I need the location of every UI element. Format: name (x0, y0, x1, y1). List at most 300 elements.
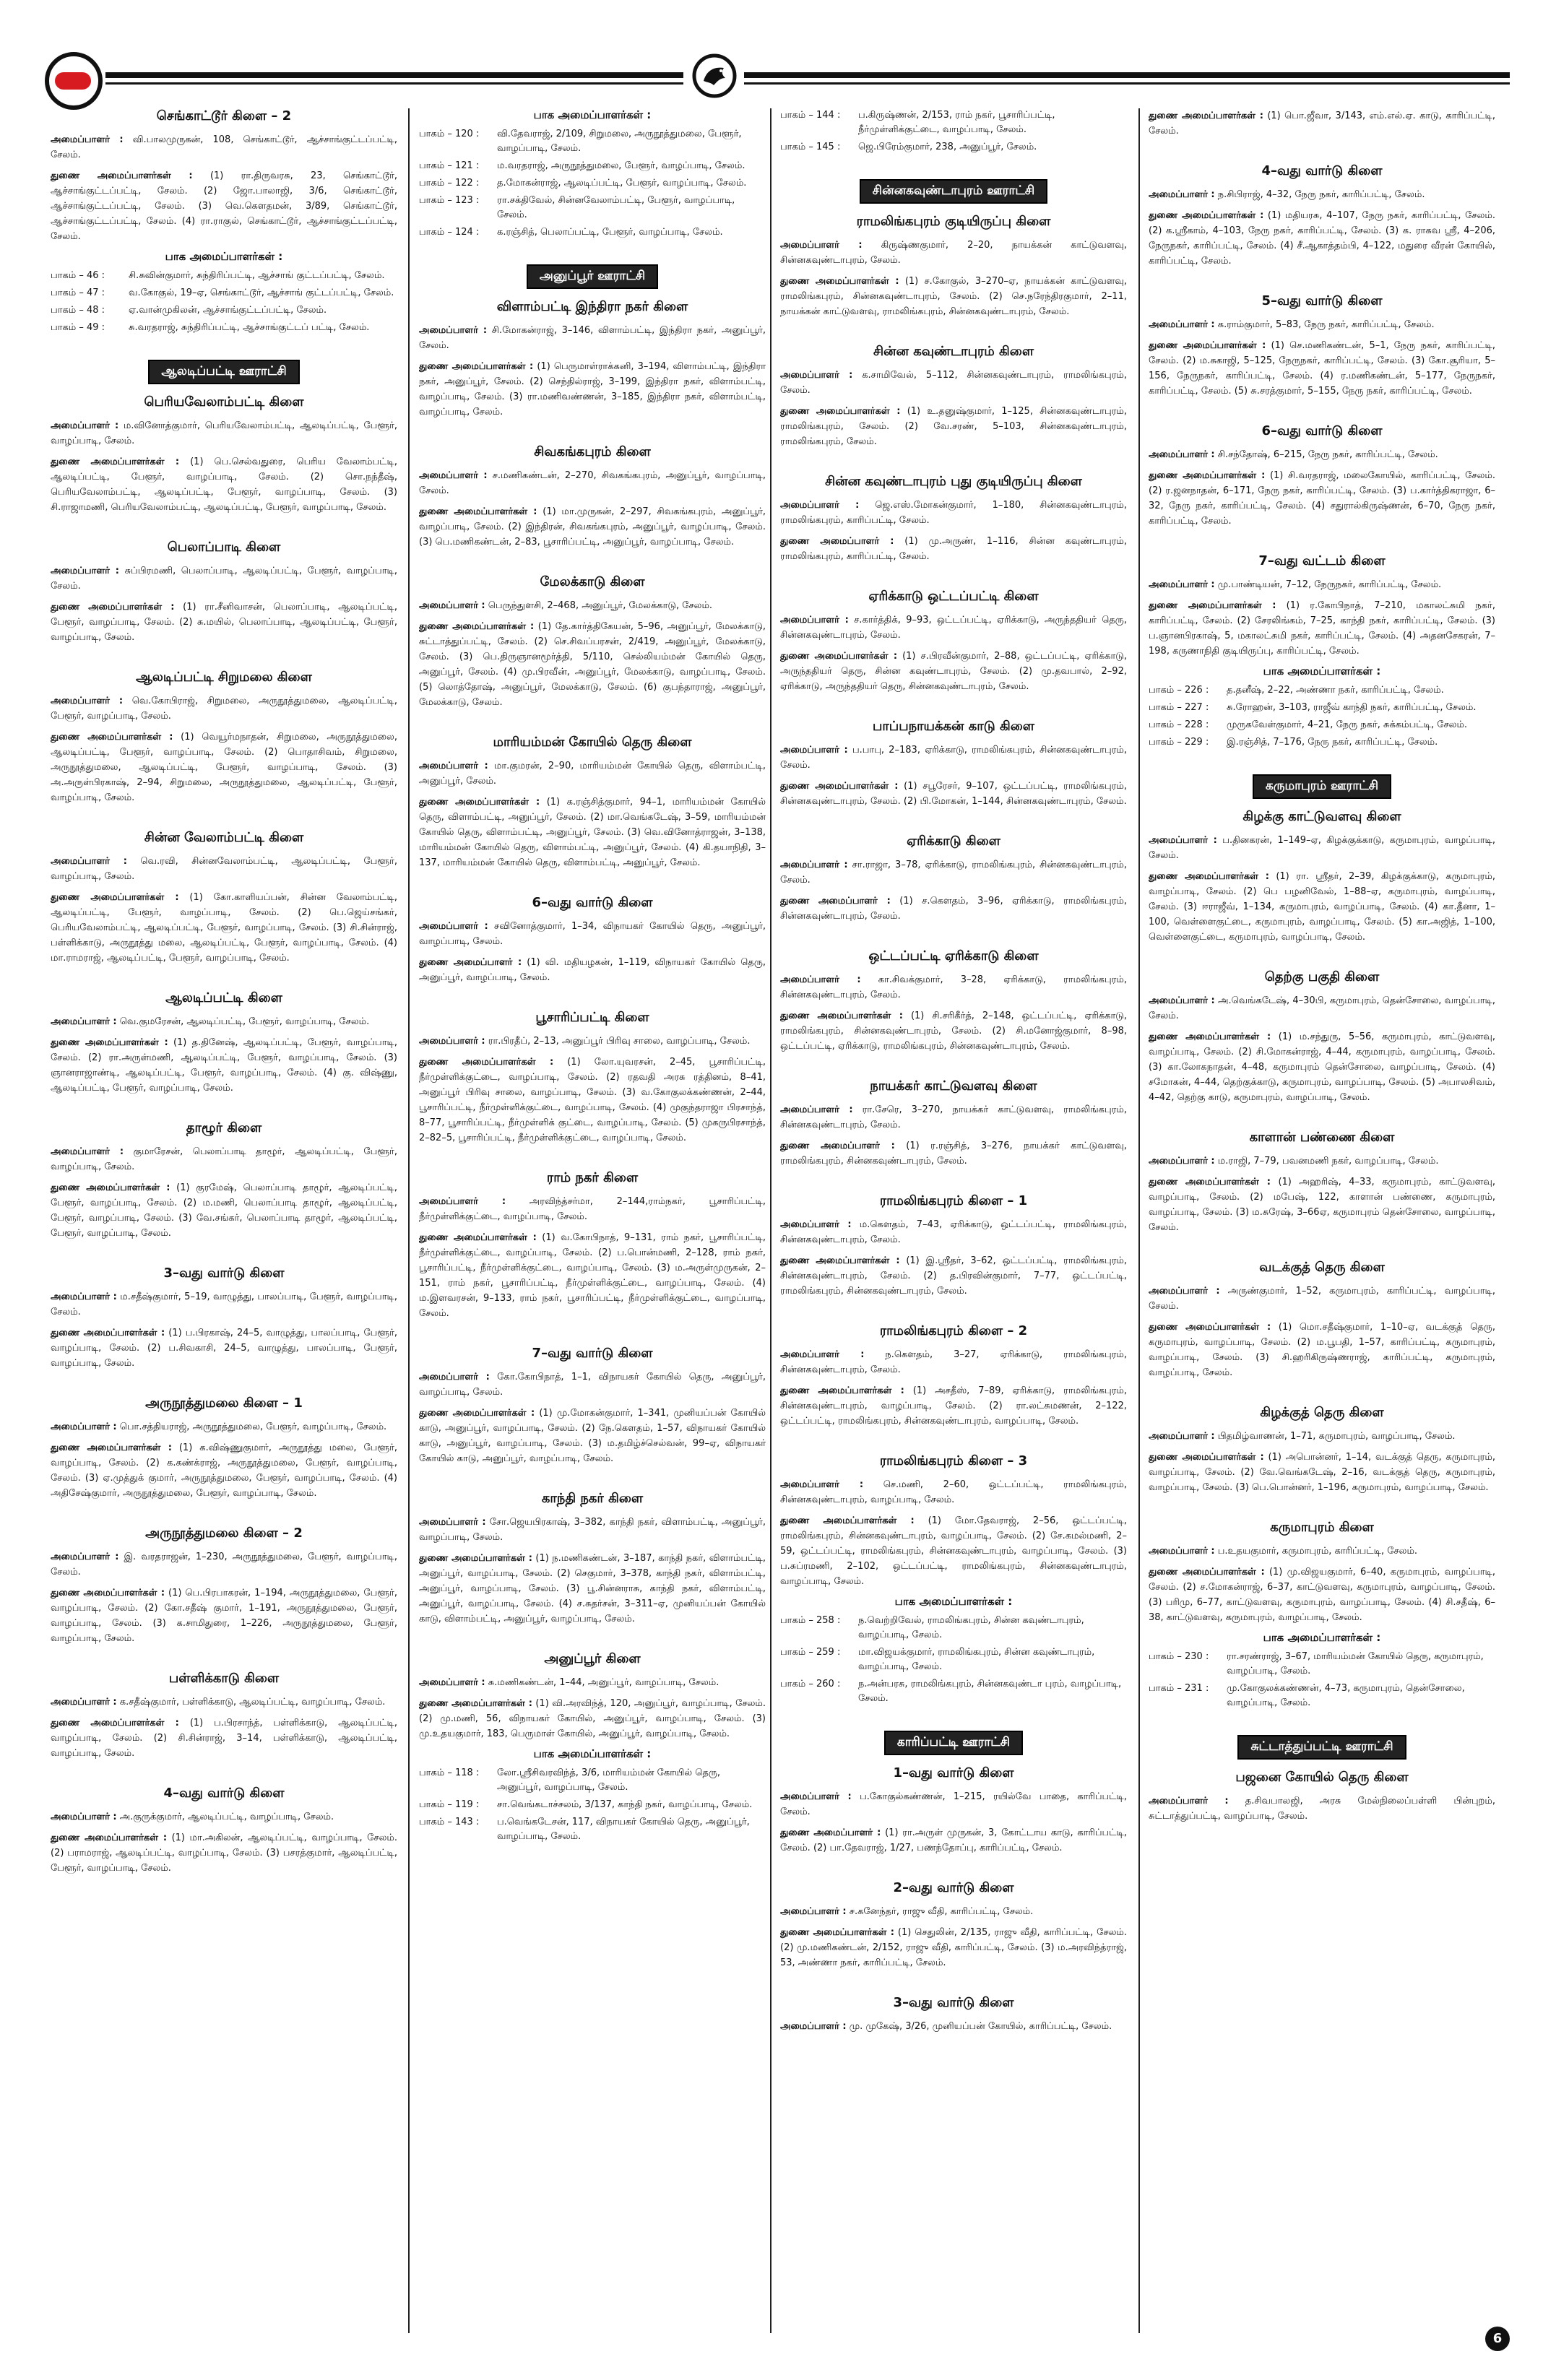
organiser-details: (1) கோ.காளியப்பன், சின்ன வேலாம்பட்டி, ஆலடிப்பட்டி, பேளூர், வாழப்பாடி, சேலம். (2) பெ.ஜெய்சங்கர், பெரியவேலாம்பட்டி, ஆலடிப்பட்டி, பேளூர், வாழப்பாடி, சேலம். (3) சி.சின்ராஜ், பள்ளிக்காடு, அருநூத்து மலை, ஆலடிப்பட்டி, பேளூர், வாழப்பாடி, சேலம். (4) மா.ராமராஜ், ஆலடிப்பட்டி, பேளூர், வாழப்பாடி, சேலம். (51, 892, 397, 964)
organiser-role: துணை அமைப்பாளர்கள் : (1149, 871, 1269, 882)
panchayat-banner-label: சின்னகவுண்டாபுரம் ஊராட்சி (860, 179, 1047, 204)
organiser-role: துணை அமைப்பாளர்கள் : (419, 621, 535, 632)
booth-agent: முருகவேள்குமார், 4–21, நேரு நகர், சுக்கம்பட்டி, சேலம். (1227, 719, 1468, 730)
booth-number: பாகம் – 124 : (419, 227, 480, 238)
organiser-role: அமைப்பாளர் : (419, 761, 488, 771)
organiser-role: துணை அமைப்பாளர்கள் : (51, 732, 173, 743)
organiser-entry (51, 1035, 397, 1096)
branch-section (419, 1491, 766, 1627)
organiser-entry (51, 1014, 397, 1029)
masthead-logo (45, 52, 103, 110)
organiser-role: துணை அமைப்பாளர்கள் : (780, 1255, 900, 1266)
organiser-details: (1) மொ.சதீஷ்குமார், 1–10–ஏ, வடக்குத் தெரு, கருமாபுரம், வாழப்பாடி, சேலம். (2) ம.பூபதி, 1–57, காரிப்பட்டி, கருமாபுரம், வாழப்பாடி, சேலம். (3) சி.ஹரிகிருஷ்ணராஜ், காரிப்பட்டி, கருமாபுரம், வாழப்பாடி, சேலம். (1149, 1322, 1495, 1378)
header-rule-left (105, 72, 683, 78)
organiser-role: துணை அமைப்பாளர்கள் : (1149, 111, 1263, 121)
panchayat-banner (51, 360, 397, 384)
organiser-role: துணை அமைப்பாளர்கள் : (419, 797, 540, 808)
branch-section (780, 344, 1127, 449)
organiser-details: வெ.ரவி, சின்னவேலாம்பட்டி, ஆலடிப்பட்டி, பேளூர், வாழப்பாடி, சேலம். (51, 856, 397, 882)
organiser-details: சா.ராஜா, 3–78, ஏரிக்காடு, ராமலிங்கபுரம், சின்னகவுண்டாபுரம், சேலம். (780, 860, 1127, 886)
organiser-details: அருண்குமார், 1–52, கருமாபுரம், காரிப்பட்டி, வாழப்பாடி, சேலம். (1149, 1286, 1495, 1312)
organiser-role: துணை அமைப்பாளர்கள் : (780, 406, 901, 417)
organiser-role: அமைப்பாளர் : (51, 696, 124, 706)
organiser-role: துணை அமைப்பாளர்கள் : (1149, 1567, 1265, 1578)
booth-number: பாகம் – 231 : (1149, 1683, 1209, 1694)
header-rule-left-thin (105, 82, 683, 85)
header-rule-right-thin (744, 82, 1510, 85)
booth-agent: சு.ரோஹன், 3–103, ராஜீவ் காந்தி நகர், காரிப்பட்டி, சேலம். (1227, 702, 1477, 713)
organiser-details: (1) சி.வரதராஜ், மலைகோயில், காரிப்பட்டி, சேலம். (2) ர.ஜனநாதன், 6–171, நேரு நகர், காரிப்பட்டி, சேலம். (3) ப.கார்த்திகராஜா, 6–32, நேரு நகர், காரிப்பட்டி, சேலம். (4) சதுரால்கிருஷ்ணன், 6–70, நேரு நகர், காரிப்பட்டி, சேலம். (1149, 470, 1495, 527)
organiser-entry (419, 323, 766, 353)
booth-row (51, 286, 397, 300)
organiser-entry (1149, 1320, 1495, 1380)
branch-section (419, 895, 766, 985)
organiser-role: துணை அமைப்பாளர்கள் : (51, 456, 180, 467)
organiser-entry (1149, 1544, 1495, 1559)
organiser-entry (780, 1925, 1127, 1970)
branch-section (780, 948, 1127, 1054)
organiser-role: துணை அமைப்பாளர்கள் : (51, 1182, 170, 1193)
branch-title: சின்ன கவுண்டாபுரம் புது குடியிருப்பு கிளை (825, 474, 1082, 489)
booth-row (780, 1677, 1127, 1706)
branch-section (780, 1995, 1127, 2034)
organiser-entry (1149, 447, 1495, 462)
branch-title: 4–வது வார்டு கிளை (1261, 163, 1383, 178)
branch-section (780, 1193, 1127, 1299)
organiser-entry (51, 854, 397, 884)
organiser-entry (1149, 1450, 1495, 1495)
branch-title: ஆலடிப்பட்டி கிளை (165, 990, 282, 1005)
booth-agent: த.தனீஷ், 2–22, அண்ணா நகர், காரிப்பட்டி, சேலம். (1227, 685, 1444, 696)
organiser-entry (51, 1549, 397, 1580)
organiser-entry (51, 1440, 397, 1501)
organiser-details: பொ.சத்தியராஜ், அருநூத்துமலை, பேளூர், வாழப்பாடி, சேலம். (119, 1421, 387, 1432)
organiser-role: அமைப்பாளர் : (1149, 1286, 1220, 1297)
organiser-role: அமைப்பாளர் : (419, 325, 488, 336)
organiser-entry (780, 498, 1127, 528)
branch-section (419, 299, 766, 420)
organiser-entry (780, 534, 1127, 564)
booth-agent: லோ.ஸ்ரீசிவரவிந்த், 3/6, மாரியம்மன் கோயில் தெரு, அனுப்பூர், வாழப்பாடி, சேலம். (497, 1767, 721, 1793)
organiser-entry (419, 1034, 766, 1049)
organiser-entry (51, 1809, 397, 1825)
branch-section (51, 1120, 397, 1241)
booth-agent: ப.கிருஷ்ணன், 2/153, ராம் நகர், பூசாரிப்பட்டி, நீர்முள்ளிக்குட்டை, வாழப்பாடி, சேலம். (858, 110, 1055, 135)
booth-agents-title: பாக அமைப்பாளர்கள் : (1263, 1631, 1381, 1644)
branch-title: ராமலிங்கபுரம் கிளை – 3 (879, 1453, 1028, 1468)
organiser-details: (1) அசதீஸ், 7–89, ஏரிக்காடு, ராமலிங்கபுரம், சின்னகவுண்டாபுரம், வாழப்பாடி, சேலம். (2) ரா.லட்சுமணன், 2–122, ஒட்டப்பட்டி, ராமலிங்கபுரம், சின்னகவுண்டாபுரம், வாழப்பாடி, சேலம். (780, 1385, 1127, 1427)
organiser-entry (780, 613, 1127, 643)
branch-title: 7–வது வார்டு கிளை (532, 1346, 653, 1361)
organiser-role: துணை அமைப்பாளர்கள் : (780, 1927, 894, 1938)
organiser-entry (51, 168, 397, 244)
organiser-entry (51, 890, 397, 966)
branch-title: 3–வது வார்டு கிளை (163, 1265, 285, 1281)
branch-section (51, 1526, 397, 1646)
booth-agent: மு.கோகுலக்கண்ணன், 4–73, கருமாபுரம், தென்சோலை, வாழப்பாடி, சேலம். (1227, 1683, 1465, 1708)
organiser-details: (1) பெ.செல்வதுரை, பெரிய வேலாம்பட்டி, ஆலடிப்பட்டி, பேளூர், வாழப்பாடி, சேலம். (2) சொ.நந்தீஷ், பெரியவேலாம்பட்டி, ஆலடிப்பட்டி, பேளூர், வாழப்பாடி, சேலம். (3) சி.ராஜாமணி, பெரியவேலாம்பட்டி, ஆலடிப்பட்டி, பேளூர், வாழப்பாடி, சேலம். (51, 456, 397, 513)
branch-section (51, 1671, 397, 1761)
organiser-details: செ.மணி, 2–60, ஒட்டப்பட்டி, ராமலிங்கபுரம், சின்னகவுண்டாபுரம், வாழப்பாடி, சேலம். (780, 1479, 1127, 1505)
organiser-entry (51, 132, 397, 163)
organiser-entry (51, 1180, 397, 1241)
column-2 (419, 108, 766, 2333)
organiser-entry (51, 1289, 397, 1320)
organiser-entry (419, 1675, 766, 1690)
organiser-role: அமைப்பாளர் : (51, 1697, 117, 1708)
branch-section (1149, 969, 1495, 1105)
booth-number: பாகம் – 227 : (1149, 702, 1209, 713)
organiser-role: துணை அமைப்பாளர்கள் : (51, 602, 175, 613)
organiser-role: துணை அமைப்பாளர்கள் : (419, 361, 534, 372)
organiser-details: (1) க.ரஞ்சித்குமார், 94–1, மாரியம்மன் கோயில் தெரு, விளாம்பட்டி, அனுப்பூர், சேலம். (2) மா.வெங்கடேஷ், 3–59, மாரியம்மன் கோயில் தெரு, விளாம்பட்டி, அனுப்பூர், சேலம். (3) வெ.வினோத்ராஜன், 3–138, மாரியம்மன் கோயில் தெரு, விளாம்பட்டி, அனுப்பூர், சேலம். (4) கி.தயாநிதி, 3–137, மாரியம்மன் கோயில் தெரு, விளாம்பட்டி, அனுப்பூர், சேலம். (419, 797, 766, 868)
branch-title: ராம் நகர் கிளை (546, 1170, 639, 1185)
organiser-details: ரா.சேரெ, 3–270, நாயக்கர் காட்டுவளவு, ராமலிங்கபுரம், சின்னகவுண்டாபுரம், சேலம். (780, 1104, 1127, 1130)
organiser-details: (1) ரா.சீனிவாசன், பெலாப்பாடி, ஆலடிப்பட்டி, பேளூர், வாழப்பாடி, சேலம். (2) சு.மயில், பெலாப்பாடி, ஆலடிப்பட்டி, பேளூர், வாழப்பாடி, சேலம். (51, 602, 397, 643)
branch-title: பாப்பநாயக்கன் காடு கிளை (873, 719, 1034, 734)
organiser-entry (1149, 1284, 1495, 1314)
organiser-entry (51, 693, 397, 724)
organiser-role: அமைப்பாளர் : (51, 1421, 117, 1432)
organiser-entry (780, 1217, 1127, 1247)
organiser-details: சோ.ஜெயபிரகாஷ், 3–382, காந்தி நகர், விளாம்பட்டி, அனுப்பூர், வாழப்பாடி, சேலம். (419, 1517, 766, 1543)
party-emblem-icon (692, 53, 737, 98)
organiser-role: துணை அமைப்பாளர்கள் : (1149, 340, 1266, 351)
organiser-details: த.சிவபாலஜி, அரசு மேல்நிலைப்பள்ளி பின்புறம், சுட்டாத்துப்பட்டி, வாழப்பாடி, சேலம். (1149, 1796, 1495, 1822)
organiser-role: அமைப்பாளர் : (419, 1036, 485, 1047)
organiser-role: அமைப்பாளர் : (419, 1517, 486, 1528)
organiser-details: ந.கௌதம், 3–27, ஏரிக்காடு, ராமலிங்கபுரம், சின்னகவுண்டாபுரம், சேலம். (780, 1349, 1127, 1375)
organiser-details: (1) ரா.திருவரசு, 23, செங்காட்டூர், ஆச்சாங்குட்டப்பட்டி, சேலம். (2) ஜோ.பாலாஜி, 3/6, செங்காட்டூர், ஆச்சாங்குட்டப்பட்டி, சேலம். (3) வெ.கௌதமன், 3/89, செங்காட்டூர், ஆச்சாங்குட்டப்பட்டி, சேலம். (4) ரா.ராகுல், செங்காட்டூர், ஆச்சாங்குட்டப்பட்டி, சேலம். (51, 170, 397, 242)
organiser-role: துணை அமைப்பாளர்கள் : (1149, 1031, 1271, 1042)
organiser-details: சு.மணிகண்டன், 1–44, அனுப்பூர், வாழப்பாடி, சேலம். (488, 1677, 719, 1688)
organiser-entry (419, 504, 766, 550)
organiser-details: சுப்பிரமணி, பெலாப்பாடி, ஆலடிப்பட்டி, பேளூர், வாழப்பாடி, சேலம். (51, 566, 397, 592)
organiser-entry (419, 468, 766, 498)
organiser-role: அமைப்பாளர் : (51, 566, 120, 576)
organiser-role: அமைப்பாளர் : (1149, 1156, 1215, 1167)
booth-agent: வ.கோகுல், 19–ஏ, செங்காட்டூர், ஆச்சாங் குட்டப்பட்டி, சேலம். (129, 287, 394, 298)
branch-section (780, 834, 1127, 924)
organiser-details: அ.குருக்குமார், ஆலடிப்பட்டி, வாழப்பாடி, சேலம். (119, 1812, 334, 1822)
booth-number: பாகம் – 230 : (1149, 1651, 1209, 1662)
booth-number: பாகம் – 47 : (51, 287, 105, 298)
organiser-role: அமைப்பாளர் : (51, 1146, 124, 1157)
branch-title: 1–வது வார்டு கிளை (893, 1765, 1014, 1780)
organiser-entry (1149, 1174, 1495, 1235)
booth-agents-title: பாக அமைப்பாளர்கள் : (533, 1747, 652, 1760)
organiser-details: (1) ச.கோகுல், 3–270–ஏ, நாயக்கன் காட்டுவளவு, ராமலிங்கபுரம், சின்னகவுண்டாபுரம், சேலம். (2) செ.நரேந்திரகுமார், 2–11, நாயக்கன் காட்டுவளவு, ராமலிங்கபுரம், சின்னகவுண்டாபுரம், சேலம். (780, 276, 1127, 317)
organiser-details: (1) குரமேஷ், பெலாப்பாடி தாழூர், ஆலடிப்பட்டி, பேளூர், வாழப்பாடி, சேலம். (2) ம.மணி, பெலாப்பாடி தாழூர், ஆலடிப்பட்டி, பேளூர், வாழப்பாடி, சேலம். (3) வே.சங்கர், பெலாப்பாடி தாழூர், ஆலடிப்பட்டி, பேளூர், வாழப்பாடி, சேலம். (51, 1182, 397, 1239)
organiser-role: துணை அமைப்பாளர்கள் : (419, 506, 537, 517)
organiser-details: ச.கார்த்திக், 9–93, ஒட்டப்பட்டி, ஏரிக்காடு, அருந்ததியர் தெரு, சின்னகவுண்டாபுரம், சேலம். (780, 615, 1127, 641)
booth-number: பாகம் – 119 : (419, 1799, 480, 1810)
booth-number: பாகம் – 120 : (419, 129, 480, 139)
organiser-entry (1149, 338, 1495, 399)
organiser-details: க.சதீஷ்குமார், பள்ளிக்காடு, ஆலடிப்பட்டி, வாழப்பாடி, சேலம். (119, 1697, 386, 1708)
branch-title: ராமலிங்கபுரம் கிளை – 2 (879, 1323, 1028, 1338)
panchayat-banner (1149, 1735, 1495, 1760)
organiser-details: கிருஷ்ணகுமார், 2–20, நாயக்கன் காட்டுவளவு, சின்னகவுண்டாபுரம், சேலம். (780, 240, 1127, 266)
organiser-details: (1) த.தினேஷ், ஆலடிப்பட்டி, பேளூர், வாழப்பாடி, சேலம். (2) ரா.அருள்மணி, ஆலடிப்பட்டி, பேளூர், வாழப்பாடி, சேலம். (3) ஞானராஜாண்டி, ஆலடிப்பட்டி, பேளூர், வாழப்பாடி, சேலம். (4) கு. விஷ்ணு, ஆலடிப்பட்டி, பேளூர், வாழப்பாடி, சேலம். (51, 1037, 397, 1094)
organiser-entry (780, 1477, 1127, 1507)
organiser-entry (51, 1715, 397, 1761)
organiser-entry (419, 619, 766, 710)
organiser-details: (1) ர.கோபிநாத், 7–210, மகாலட்சுமி நகர், காரிப்பட்டி, சேலம். (2) சேரலிங்கம், 7–25, காந்தி நகர், காரிப்பட்டி, சேலம். (3) ப.ஞானபிரகாஷ், 5, மகாலட்சுமி நகர், காரிப்பட்டி, சேலம். (4) அதனசேகரன், 7–198, கருணாநிதி குடியிருப்பு, காரிப்பட்டி, சேலம். (1149, 600, 1495, 657)
branch-title: 2–வது வார்டு கிளை (893, 1880, 1014, 1895)
organiser-entry (419, 1551, 766, 1627)
branch-title: 6–வது வார்டு கிளை (1261, 423, 1383, 438)
organiser-entry (419, 359, 766, 420)
organiser-details: (1) ப.பிரகாஷ், 24–5, வாழுத்து, பாலப்பாடி, பேளூர், வாழப்பாடி, சேலம். (2) ப.சிவகாசி, 24–5, வாழுத்து, பாலப்பாடி, பேளூர், வாழப்பாடி, சேலம். (51, 1328, 397, 1369)
organiser-role: துணை அமைப்பாளர்கள் : (51, 1832, 168, 1843)
column-1 (51, 108, 397, 2333)
organiser-role: அமைப்பாளர் : (419, 921, 488, 932)
booth-number: பாகம் – 121 : (419, 160, 480, 171)
organiser-details: (1) வி. மதியழகன், 1–119, விநாயகர் கோயில் தெரு, அனுப்பூர், வாழப்பாடி, சேலம். (419, 957, 766, 983)
organiser-details: ரா.பிரதீப், 2–13, அனுப்பூர் பிரிவு சாலை, வாழப்பாடி, சேலம். (488, 1036, 751, 1047)
organiser-entry (419, 1230, 766, 1321)
organiser-entry (1149, 1565, 1495, 1625)
organiser-details: ச.கனேந்தர், ராஜு வீதி, காரிப்பட்டி, சேலம். (849, 1906, 1034, 1917)
branch-title: ஏரிக்காடு கிளை (907, 834, 1000, 849)
branch-title: கிழக்குத் தெரு கிளை (1260, 1405, 1384, 1420)
organiser-role: துணை அமைப்பாளர்கள் : (51, 1037, 168, 1048)
organiser-role: அமைப்பாளர் : (780, 370, 853, 381)
booth-agents-title: பாக அமைப்பாளர்கள் : (1263, 665, 1381, 678)
booth-row (419, 159, 766, 173)
organiser-details: ம.ராஜி, 7–79, பவனமணி நகர், வாழப்பாடி, சேலம். (1217, 1156, 1439, 1167)
branch-title: பெரியவேலாம்பட்டி கிளை (144, 394, 304, 410)
organiser-entry (780, 857, 1127, 888)
branch-section (780, 214, 1127, 319)
organiser-entry (419, 795, 766, 870)
booth-row (419, 176, 766, 191)
organiser-role: துணை அமைப்பாளர்கள் : (419, 1057, 554, 1068)
organiser-entry (780, 779, 1127, 809)
organiser-role: அமைப்பாளர் : (780, 1791, 852, 1802)
organiser-entry (51, 1419, 397, 1435)
booth-row (1149, 1650, 1495, 1679)
branch-title: காந்தி நகர் கிளை (541, 1491, 644, 1506)
organiser-details: (1) மு.அருண், 1–116, சின்ன கவுண்டாபுரம், ராமலிங்கபுரம், காரிப்பட்டி, சேலம். (780, 536, 1127, 562)
booth-agent: வி.தேவராஜ், 2/109, சிறுமலை, அருநூத்துமலை, பேளூர், வாழப்பாடி, சேலம். (497, 129, 742, 154)
branch-section (51, 108, 397, 335)
booth-number: பாகம் – 48 : (51, 305, 105, 316)
panchayat-banner-label: கருமாபுரம் ஊராட்சி (1253, 774, 1391, 799)
organiser-entry (51, 1585, 397, 1646)
panchayat-banner (780, 179, 1127, 204)
organiser-role: துணை அமைப்பாளர் : (780, 1827, 881, 1838)
organiser-details: (1) ம.சந்துரு, 5–56, கருமாபுரம், காட்டுவளவு, வாழப்பாடி, சேலம். (2) சி.மோகன்ராஜ், 4–44, கருமாபுரம், வாழப்பாடி, சேலம். (3) கா.லோகநாதன், 4–48, கருமாபுரம் தென்சோலை, வாழப்பாடி, சேலம். (4) சமோகன், 4–44, தெற்குக்காடு, கருமாபுரம், வாழப்பாடி, சேலம். (5) அபாலசிவம், 4–42, தெற்கு காடு, கருமாபுரம், வாழப்பாடி, சேலம். (1149, 1031, 1495, 1103)
panchayat-banner (780, 1731, 1127, 1755)
branch-title: பெலாப்பாடி கிளை (167, 540, 281, 555)
header-rule-right (744, 72, 1510, 78)
organiser-entry (51, 600, 397, 645)
branch-section (419, 1170, 766, 1321)
booth-agents-title: பாக அமைப்பாளர்கள் : (894, 1595, 1013, 1608)
branch-title: அருநூத்துமலை கிளை – 1 (145, 1395, 303, 1411)
organiser-role: அமைப்பாளர் : (419, 1677, 485, 1688)
branch-title: அருநூத்துமலை கிளை – 2 (145, 1526, 303, 1541)
organiser-role: துணை அமைப்பாளர்கள் : (51, 1718, 179, 1728)
branch-section (1149, 809, 1495, 945)
organiser-entry (780, 1789, 1127, 1819)
branch-section (1149, 1405, 1495, 1495)
organiser-details: அ.வெங்கடேஷ், 4–30பி, கருமாபுரம், தென்சோலை, வாழப்பாடி, சேலம். (1149, 995, 1495, 1021)
organiser-details: க.சாமிவேல், 5–112, சின்னகவுண்டாபுரம், ராமலிங்கபுரம், சேலம். (780, 370, 1127, 396)
branch-section (419, 108, 766, 240)
branch-title: 7–வது வட்டம் கிளை (1258, 553, 1386, 568)
organiser-entry (1149, 317, 1495, 332)
organiser-role: துணை அமைப்பாளர்கள் : (780, 1011, 903, 1021)
booth-row (419, 1798, 766, 1812)
organiser-details: (1) மு.விஜயகுமார், 6–40, கருமாபுரம், வாழப்பாடி, சேலம். (2) ச.மோகன்ராஜ், 6–37, காட்டுவளவு, கருமாபுரம், வாழப்பாடி, சேலம். (3) பரிமு, 6–77, காட்டுவளவு, கருமாபுரம், வாழப்பாடி, சேலம். (4) சி.சதீஷ், 6–38, காட்டுவளவு, கருமாபுரம், வாழப்பாடி, சேலம். (1149, 1567, 1495, 1623)
organiser-role: அமைப்பாளர் : (419, 600, 485, 611)
organiser-entry (1149, 468, 1495, 529)
organiser-entry (780, 1825, 1127, 1856)
panchayat-banner-label: காரிப்பட்டி ஊராட்சி (884, 1731, 1023, 1755)
organiser-role: துணை அமைப்பாளர்கள் : (51, 892, 179, 903)
panchayat-banner (419, 264, 766, 289)
branch-title: ராமலிங்கபுரம் குடியிருப்பு கிளை (856, 214, 1051, 229)
organiser-details: (1) வ.கோபிநாத், 9–131, ராம் நகர், பூசாரிப்பட்டி, நீர்முள்ளிக்குட்டை, வாழப்பாடி, சேலம். (2) ப.பொன்மணி, 2–128, ராம் நகர், பூசாரிப்பட்டி, நீர்முள்ளிக்குட்டை, வாழப்பாடி, சேலம். (3) ம.அருள்முருகன், 2–151, ராம் நகர், பூசாரிப்பட்டி, நீர்முள்ளிக்குட்டை, வாழப்பாடி, சேலம். (4) ம.இளவரசன், 9–133, ராம் நகர், பூசாரிப்பட்டி, நீர்முள்ளிக்குட்டை, வாழப்பாடி, சேலம். (419, 1232, 766, 1319)
organiser-details: ந.சிபிராஜ், 4–32, நேரு நகர், காரிப்பட்டி, சேலம். (1217, 189, 1425, 200)
branch-section (780, 1880, 1127, 1970)
branch-section (51, 540, 397, 645)
organiser-entry (780, 2019, 1127, 2034)
organiser-details: அரவிந்த்சர்மா, 2–144,ராம்நகர், பூசாரிப்பட்டி, நீர்முள்ளிக்குட்டை, வாழப்பாடி, சேலம். (419, 1196, 766, 1222)
branch-section (419, 735, 766, 870)
organiser-role: அமைப்பாளர் : (780, 500, 860, 511)
organiser-role: அமைப்பாளர் : (780, 615, 849, 626)
organiser-details: குமாரேசன், பெலாப்பாடி தாழூர், ஆலடிப்பட்டி, பேளூர், வாழப்பாடி, சேலம். (51, 1146, 397, 1172)
booth-agent: ந.அன்பரசு, ராமலிங்கபுரம், சின்னகவுண்டா புரம், வாழப்பாடி, சேலம். (858, 1679, 1122, 1704)
organiser-entry (51, 730, 397, 805)
organiser-details: (1) செ.மணிகண்டன், 5–1, நேரு நகர், காரிப்பட்டி, சேலம். (2) ம.சுகாஜி, 5–125, நேருநகர், காரிப்பட்டி, சேலம். (3) கோ.சூரியா, 5–156, நேருநகர், காரிப்பட்டி, சேலம். (4) ர.மணிகண்டன், 5–177, நேருநகர், காரிப்பட்டி, சேலம். (5) சு.சரத்குமார், 5–155, நேரு நகர், காரிப்பட்டி, சேலம். (1149, 340, 1495, 397)
organiser-details: (1) மதியரசு, 4–107, நேரு நகர், காரிப்பட்டி, சேலம். (2) க.ஸ்ரீகாம், 4–103, நேரு நகர், காரிப்பட்டி, சேலம். (3) க. ராகவ ஸ்ரீ, 4–206, நேருநகர், காரிப்பட்டி, சேலம். (4) சீ.ஆகாத்தம்பி, 4–122, மதுரை வீரன் கோயில், காரிப்பட்டி, சேலம். (1149, 210, 1495, 267)
branch-title: விளாம்பட்டி இந்திரா நகர் கிளை (496, 299, 688, 314)
branch-section (51, 830, 397, 966)
branch-section (419, 444, 766, 550)
organiser-role: துணை அமைப்பாளர்கள் : (419, 1232, 537, 1243)
organiser-role: அமைப்பாளர் : (780, 974, 861, 985)
booth-agents-title: பாக அமைப்பாளர்கள் : (165, 250, 283, 263)
organiser-details: (1) க.விஷ்ணுகுமார், அருநூத்து மலை, பேளூர், வாழப்பாடி, சேலம். (2) க.கண்க்ராஜ், அருநூத்துமலை, பேளூர், வாழப்பாடி, சேலம். (3) ஏ.முத்துக் குமார், அருநூத்துமலை, பேளூர், வாழப்பாடி, சேலம். (4) அதிசேஷ்குமார், அருநூத்துமலை, பேளூர், வாழப்பாடி, சேலம். (51, 1442, 397, 1499)
branch-title: ஏரிக்காடு ஒட்டப்பட்டி கிளை (868, 589, 1039, 604)
organiser-entry (780, 743, 1127, 773)
organiser-entry (51, 1695, 397, 1710)
branch-section (780, 108, 1127, 155)
booth-number: பாகம் – 228 : (1149, 719, 1209, 730)
booth-agent: ப.வெங்கடேசன், 117, விநாயகர் கோயில் தெரு, அனுப்பூர், வாழப்பாடி, சேலம். (497, 1817, 750, 1842)
organiser-role: துணை அமைப்பாளர்கள் : (1149, 210, 1264, 221)
organiser-entry (780, 1138, 1127, 1169)
organiser-role: அமைப்பாளர் : (1149, 995, 1215, 1006)
organiser-role: துணை அமைப்பாளர்கள் : (780, 1385, 904, 1396)
organiser-details: ப.உதயகுமார், கருமாபுரம், காரிப்பட்டி, சேலம். (1217, 1546, 1418, 1557)
panchayat-banner (1149, 774, 1495, 799)
organiser-role: அமைப்பாளர் : (51, 420, 119, 431)
branch-title: ராமலிங்கபுரம் கிளை – 1 (879, 1193, 1028, 1208)
branch-section (1149, 1260, 1495, 1380)
organiser-details: (1) பெருமாள்ராக்கனி, 3–194, விளாம்பட்டி, இந்திரா நகர், அனுப்பூர், சேலம். (2) செந்தில்ராஜ், 3–199, இந்திரா நகர், விளாம்பட்டி, வாழப்பாடி, சேலம். (3) ரா.மணிவண்ணன், 3–185, இந்திரா நகர், விளாம்பட்டி, வாழப்பாடி, சேலம். (419, 361, 766, 417)
booth-row (419, 225, 766, 240)
booth-number: பாகம் – 145 : (780, 142, 841, 152)
organiser-entry (1149, 187, 1495, 202)
organiser-details: ச.மணிகண்டன், 2–270, சிவகங்கபுரம், அனுப்பூர், வாழப்பாடி, சேலம். (419, 470, 766, 496)
booth-row (1149, 701, 1495, 715)
organiser-role: அமைப்பாளர் : (780, 240, 863, 251)
branch-title: சின்ன கவுண்டாபுரம் கிளை (873, 344, 1034, 359)
organiser-role: துணை அமைப்பாளர்கள் : (419, 1698, 532, 1709)
organiser-entry (51, 1144, 397, 1174)
organiser-role: அமைப்பாளர் : (419, 1196, 506, 1207)
branch-title: பள்ளிக்காடு கிளை (168, 1671, 280, 1686)
organiser-role: துணை அமைப்பாளர்கள் : (1149, 600, 1276, 611)
branch-title: மேலக்காடு கிளை (540, 574, 645, 589)
organiser-details: (1) மோ.தேவராஜ், 2–56, ஒட்டப்பட்டி, ராமலிங்கபுரம், சின்னகவுண்டாபுரம், வாழப்பாடி, சேலம். (2) சே.கமல்மணி, 2–59, ஒட்டப்பட்டி, ராமலிங்கபுரம், சின்னகவுண்டாபுரம், வாழப்பாடி, சேலம். (3) ப.சுப்ரமணி, 2–102, ஒட்டப்பட்டி, ராமலிங்கபுரம், சின்னகவுண்டாபுரம், வாழப்பாடி, சேலம். (780, 1515, 1127, 1587)
organiser-entry (51, 1830, 397, 1876)
organiser-role: அமைப்பாளர் : (1149, 579, 1215, 590)
column-divider (408, 108, 410, 2333)
booth-agent: ஏ.வான்முகிலன், ஆச்சாங்குட்டப்பட்டி, சேலம். (129, 305, 327, 316)
organiser-entry (419, 1515, 766, 1545)
branch-title: வடக்குத் தெரு கிளை (1259, 1260, 1385, 1275)
branch-title: ஆலடிப்பட்டி சிறுமலை கிளை (136, 670, 312, 685)
branch-title: பஜனை கோயில் தெரு கிளை (1235, 1770, 1409, 1785)
page-number: 6 (1485, 2327, 1510, 2351)
branch-section (419, 1346, 766, 1466)
organiser-role: அமைப்பாளர் : (419, 1372, 490, 1382)
panchayat-banner-label: சுட்டாத்துப்பட்டி ஊராட்சி (1237, 1735, 1406, 1760)
branch-title: கிழக்கு காட்டுவளவு கிளை (1242, 809, 1401, 824)
branch-section (1149, 1520, 1495, 1710)
booth-row (780, 108, 1127, 137)
column-4 (1149, 108, 1495, 2333)
organiser-entry (419, 1055, 766, 1146)
organiser-entry (780, 404, 1127, 449)
branch-title: 6–வது வார்டு கிளை (532, 895, 653, 910)
organiser-entry (1149, 1154, 1495, 1169)
booth-row (51, 303, 397, 318)
branch-section (1149, 553, 1495, 750)
booth-number: பாகம் – 46 : (51, 270, 105, 281)
organiser-role: துணை அமைப்பாளர் : (780, 896, 891, 906)
organiser-entry (419, 919, 766, 949)
organiser-role: அமைப்பாளர் : (780, 1906, 847, 1917)
booth-row (780, 140, 1127, 155)
column-divider (770, 108, 772, 2333)
booth-agent: க.ரஞ்சித், பெலாப்பட்டி, பேளூர், வாழப்பாடி, சேலம். (497, 227, 723, 238)
organiser-entry (780, 368, 1127, 398)
organiser-entry (51, 418, 397, 449)
booth-number: பாகம் – 118 : (419, 1767, 480, 1778)
booth-number: பாகம் – 226 : (1149, 685, 1209, 696)
organiser-details: (1) வெயூர்மநாதன், சிறுமலை, அருநூத்துமலை, ஆலடிப்பட்டி, பேளூர், வாழப்பாடி, சேலம். (2) பொதாசிவம், சிறுமலை, அருநூத்துமலை, ஆலடிப்பட்டி, பேளூர், வாழப்பாடி, சேலம். (3) அ.அருள்பிரகாஷ், 2–94, சிறுமலை, அருநூத்துமலை, ஆலடிப்பட்டி, பேளூர், வாழப்பாடி, சேலம். (51, 732, 397, 803)
organiser-details: (1) உ.தனுஷ்குமார், 1–125, சின்னகவுண்டாபுரம், ராமலிங்கபுரம், சேலம். (2) வே.சரண், 5–103, சின்னகவுண்டாபுரம், ராமலிங்கபுரம், சேலம். (780, 406, 1127, 447)
organiser-details: வெ.குமரேசன், ஆலடிப்பட்டி, பேளூர், வாழப்பாடி, சேலம். (119, 1016, 370, 1027)
organiser-entry (780, 1904, 1127, 1919)
panchayat-banner-label: அனுப்பூர் ஊராட்சி (527, 264, 658, 289)
organiser-details: ம.கௌதம், 7–43, ஏரிக்காடு, ஒட்டப்பட்டி, ராமலிங்கபுரம், சின்னகவுண்டாபுரம், சேலம். (780, 1219, 1127, 1245)
booth-agent: சா.வெங்கடாச்சலம், 3/137, காந்தி நகர், வாழப்பாடி, சேலம். (497, 1799, 753, 1810)
organiser-entry (419, 758, 766, 789)
organiser-entry (1149, 993, 1495, 1024)
branch-title: அனுப்பூர் கிளை (544, 1651, 641, 1666)
organiser-role: துணை அமைப்பாளர்கள் : (1149, 1177, 1271, 1187)
organiser-entry (1149, 108, 1495, 139)
